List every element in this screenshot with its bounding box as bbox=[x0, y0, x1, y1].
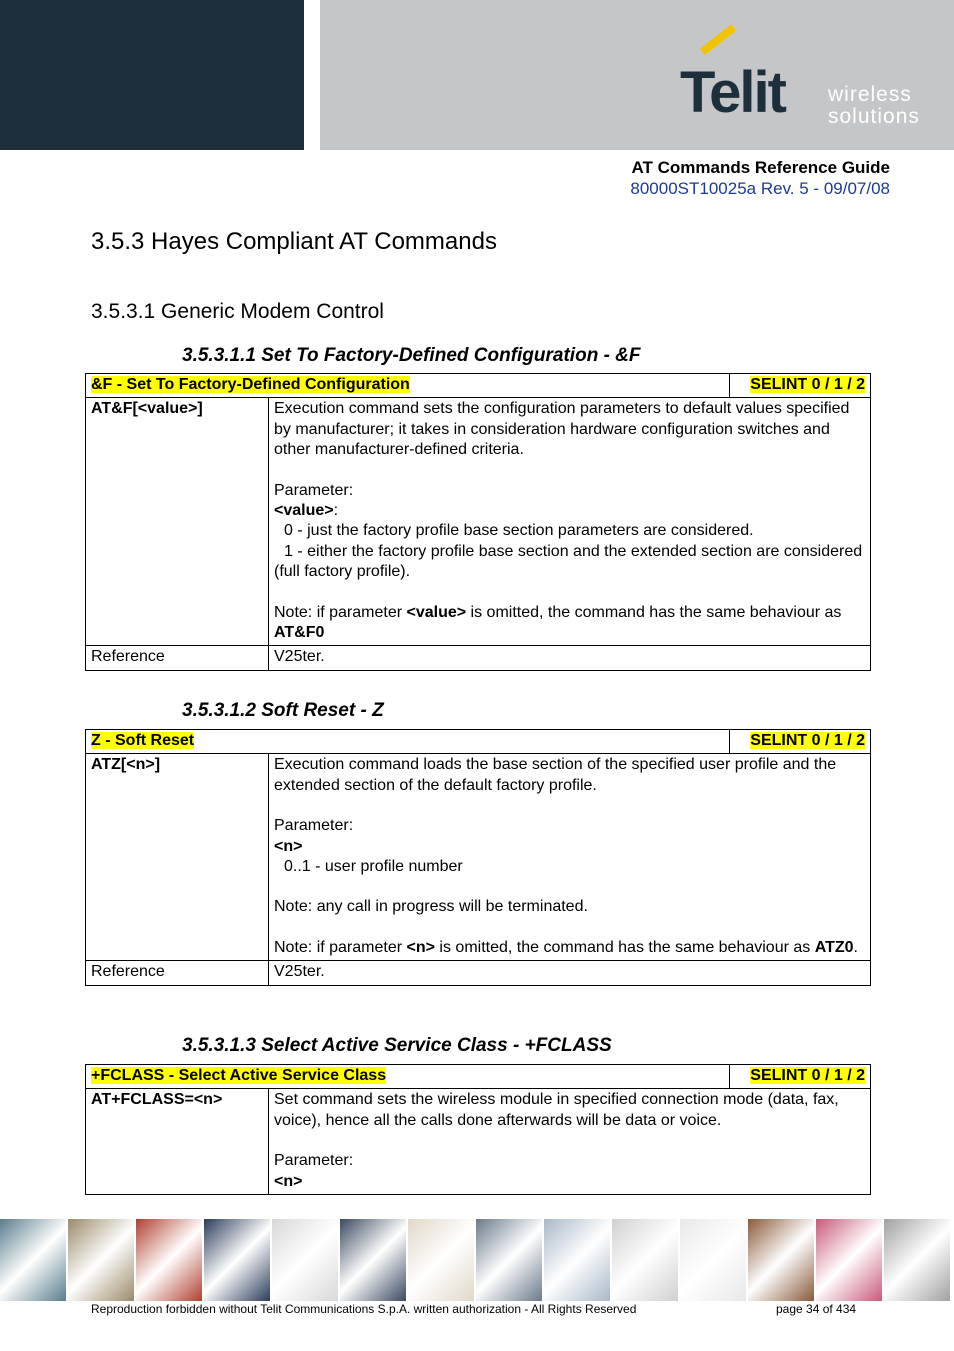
reference-label: Reference bbox=[86, 961, 269, 985]
header-dark-panel bbox=[0, 0, 304, 150]
footer-photo-tile bbox=[816, 1219, 882, 1301]
logo-subtitle: wireless solutions bbox=[828, 83, 920, 128]
command-cell: AT+FCLASS=<n> bbox=[86, 1089, 269, 1195]
footer-photo-tile bbox=[680, 1219, 746, 1301]
footer-photo-tile bbox=[476, 1219, 542, 1301]
note: Note: if parameter <value> is omitted, the command has the same behaviour as AT&F0 bbox=[274, 603, 842, 642]
table-factory-config bbox=[85, 373, 871, 671]
guide-title: AT Commands Reference Guide bbox=[631, 158, 890, 177]
footer-photo-tile bbox=[136, 1219, 202, 1301]
footer-photo-tile bbox=[748, 1219, 814, 1301]
footer-copyright: Reproduction forbidden without Telit Communications S.p.A. written authorization - All Rights Reserved bbox=[91, 1302, 637, 1316]
footer-photo-tile bbox=[340, 1219, 406, 1301]
heading-factory-config: 3.5.3.1.1 Set To Factory-Defined Configuration - &F bbox=[182, 345, 641, 366]
footer-photo-tile bbox=[408, 1219, 474, 1301]
command-cell: ATZ[<n>] bbox=[86, 754, 269, 961]
page-number: page 34 of 434 bbox=[776, 1302, 857, 1316]
selint-cell: SELINT 0 / 1 / 2 bbox=[730, 374, 871, 398]
reference-label: Reference bbox=[86, 646, 269, 670]
footer-photo-tile bbox=[68, 1219, 134, 1301]
selint-cell: SELINT 0 / 1 / 2 bbox=[730, 1065, 871, 1089]
table-title-cell: Z - Soft Reset bbox=[86, 730, 730, 754]
guide-revision: 80000ST10025a Rev. 5 - 09/07/08 bbox=[630, 179, 890, 198]
subsection-heading: 3.5.3.1 Generic Modem Control bbox=[91, 300, 384, 323]
telit-logo bbox=[676, 44, 936, 134]
command-cell: AT&F[<value>] bbox=[86, 398, 269, 646]
description-cell: Execution command loads the base section of the specified user profile and the extended section of the default factory profile. Parameter: <n> 0..1 - user profile number Note: any call in progress will be terminated. Note: if parameter <n> is omitted, the command has the same behaviour as ATZ0. bbox=[269, 754, 871, 961]
table-title-cell: +FCLASS - Select Active Service Class bbox=[86, 1065, 730, 1089]
footer-photo-tile bbox=[884, 1219, 950, 1301]
table-fclass bbox=[85, 1064, 871, 1195]
footer-photo-tile bbox=[204, 1219, 270, 1301]
section-heading: 3.5.3 Hayes Compliant AT Commands bbox=[91, 228, 497, 255]
footer-photo-tile bbox=[544, 1219, 610, 1301]
footer-photo-tile bbox=[0, 1219, 66, 1301]
reference-value: V25ter. bbox=[269, 961, 871, 985]
table-title-cell: &F - Set To Factory-Defined Configuration bbox=[86, 374, 730, 398]
reference-value: V25ter. bbox=[269, 646, 871, 670]
logo-text: Telit bbox=[680, 60, 785, 125]
note: Note: if parameter <n> is omitted, the command has the same behaviour as ATZ0. bbox=[274, 938, 858, 956]
table-soft-reset bbox=[85, 729, 871, 986]
footer-image-strip bbox=[0, 1219, 954, 1301]
heading-soft-reset: 3.5.3.1.2 Soft Reset - Z bbox=[182, 700, 384, 721]
selint-cell: SELINT 0 / 1 / 2 bbox=[730, 730, 871, 754]
description-cell: Set command sets the wireless module in specified connection mode (data, fax, voice), hence all the calls done afterwards will be data or voice. Parameter: <n> bbox=[269, 1089, 871, 1195]
footer-photo-tile bbox=[612, 1219, 678, 1301]
footer-photo-tile bbox=[272, 1219, 338, 1301]
description-cell: Execution command sets the configuration parameters to default values specified by manufacturer; it takes in consideration hardware configuration switches and other manufacturer-defined criteria. Parameter: <value>: 0 - just the factory profile base section parameters are considered. 1 - either the factory profile base section and the extended section are considered (full factory profile). Note: if parameter <value> is omitted, the command has the same behaviour as AT&F0 bbox=[269, 398, 871, 646]
heading-fclass: 3.5.3.1.3 Select Active Service Class - +FCLASS bbox=[182, 1035, 612, 1056]
